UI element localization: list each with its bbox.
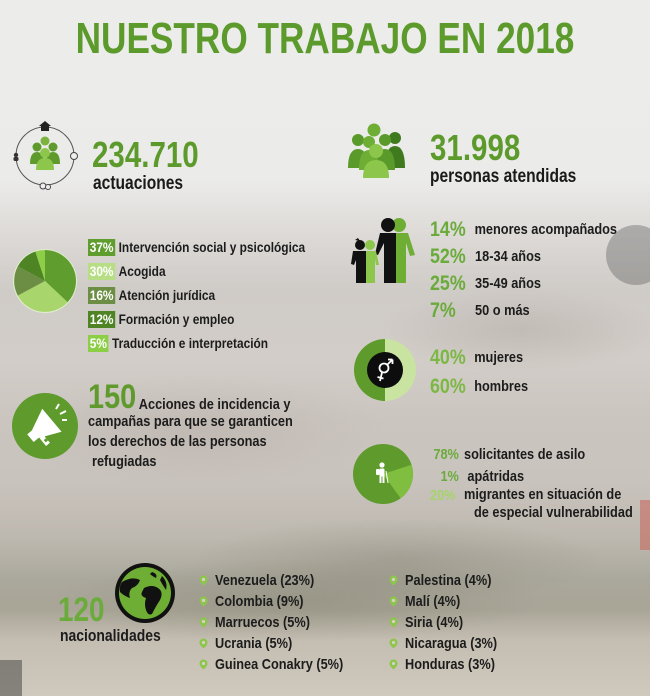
gender-label: mujeres [474, 349, 524, 366]
incidencia-text-2: campañas para que se garanticen [88, 413, 293, 430]
country-label: Colombia (9%) [215, 593, 304, 610]
legend-label: Atención jurídica [118, 287, 216, 303]
country-item [388, 612, 513, 633]
legend-pct: 16% [89, 286, 114, 303]
family-icon [345, 215, 420, 285]
incidencia-text-4: refugiadas [92, 453, 157, 470]
gender-pct: 40% [430, 345, 466, 369]
map-pin-icon [388, 659, 399, 670]
country-item [388, 591, 513, 612]
status-pct: 78% [433, 445, 459, 463]
legend-pct: 5% [89, 334, 107, 351]
status-label: apátridas [467, 467, 525, 485]
country-label: Palestina (4%) [405, 572, 492, 589]
map-pin-icon [198, 638, 209, 649]
country-item [198, 591, 366, 612]
status-row [430, 486, 622, 505]
age-label: 50 o más [475, 302, 530, 319]
megaphone-icon [12, 393, 78, 459]
country-item [198, 570, 366, 591]
country-label: Marruecos (5%) [215, 614, 310, 631]
status-breakdown [430, 443, 650, 520]
gender-donut-chart [352, 337, 418, 403]
gender-label: hombres [474, 378, 529, 395]
status-label: migrantes en situación de [464, 486, 622, 503]
country-item [198, 612, 366, 633]
map-pin-icon [198, 617, 209, 628]
age-row [430, 243, 617, 270]
map-pin-icon [198, 575, 209, 586]
status-pct: 20% [430, 487, 456, 504]
legend-item [88, 259, 301, 283]
background-photo-detail [640, 500, 650, 550]
gender-row [430, 343, 600, 372]
country-item [198, 633, 366, 654]
country-label: Venezuela (23%) [215, 572, 315, 589]
country-label: Honduras (3%) [405, 656, 495, 673]
country-item [388, 633, 513, 654]
incidencia-block [88, 380, 338, 470]
globe-icon [114, 562, 176, 624]
gender-breakdown [430, 343, 630, 401]
actuaciones-pie-chart [12, 248, 78, 314]
map-pin-icon [198, 659, 209, 670]
age-row [430, 216, 617, 243]
background-photo-detail [0, 660, 22, 696]
legend-pct: 12% [89, 310, 114, 327]
status-label: solicitantes de asilo [464, 445, 586, 463]
country-label: Ucrania (5%) [215, 635, 293, 652]
gender-row [430, 372, 600, 401]
nacionalidades-label: nacionalidades [60, 626, 161, 645]
age-pct: 7% [430, 298, 456, 322]
country-item [198, 654, 366, 675]
legend-item [88, 331, 301, 355]
countries-list-2 [388, 570, 513, 675]
legend-pct: 37% [89, 238, 114, 255]
actuaciones-label: actuaciones [93, 173, 184, 194]
page-title: NUESTRO TRABAJO EN 2018 [75, 14, 575, 63]
map-pin-icon [388, 617, 399, 628]
legend-label: Acogida [118, 263, 166, 279]
people-group-icon [345, 118, 410, 183]
legend-pct: 30% [89, 262, 114, 279]
legend-label: Formación y empleo [118, 311, 235, 327]
country-label: Nicaragua (3%) [405, 635, 498, 652]
map-pin-icon [388, 638, 399, 649]
legend-item [88, 235, 306, 259]
age-pct: 14% [430, 217, 466, 241]
age-label: 35-49 años [475, 275, 541, 292]
legend-item [88, 283, 301, 307]
nacionalidades-number: 120 [58, 591, 105, 629]
age-pct: 52% [430, 244, 466, 268]
people-cycle-icon [10, 120, 80, 190]
incidencia-number: 150 [88, 378, 137, 416]
personas-number: 31.998 [430, 127, 521, 168]
map-pin-icon [388, 596, 399, 607]
status-row [430, 443, 617, 465]
country-label: Siria (4%) [405, 614, 464, 631]
age-label: menores acompañados [474, 221, 617, 238]
gender-pct: 60% [430, 374, 466, 398]
status-pct: 1% [440, 467, 459, 485]
country-item [388, 570, 513, 591]
status-pie-chart [352, 443, 414, 505]
incidencia-text-1: Acciones de incidencia y [138, 395, 291, 413]
personas-label: personas atendidas [430, 166, 577, 187]
country-label: Malí (4%) [405, 593, 461, 610]
country-item [388, 654, 513, 675]
age-row [430, 297, 617, 324]
status-row [430, 465, 617, 487]
country-label: Guinea Conakry (5%) [215, 656, 344, 673]
map-pin-icon [198, 596, 209, 607]
map-pin-icon [388, 575, 399, 586]
status-label-cont: de especial vulnerabilidad [474, 504, 633, 521]
actuaciones-legend [88, 235, 338, 355]
legend-label: Traducción e interpretación [111, 335, 269, 351]
countries-list-1 [198, 570, 366, 675]
incidencia-text-3: los derechos de las personas [88, 433, 267, 450]
actuaciones-number: 234.710 [92, 134, 199, 175]
age-pct: 25% [430, 271, 466, 295]
age-row [430, 270, 617, 297]
legend-label: Intervención social y psicológica [118, 239, 306, 255]
legend-item [88, 307, 301, 331]
age-label: 18-34 años [475, 248, 541, 265]
